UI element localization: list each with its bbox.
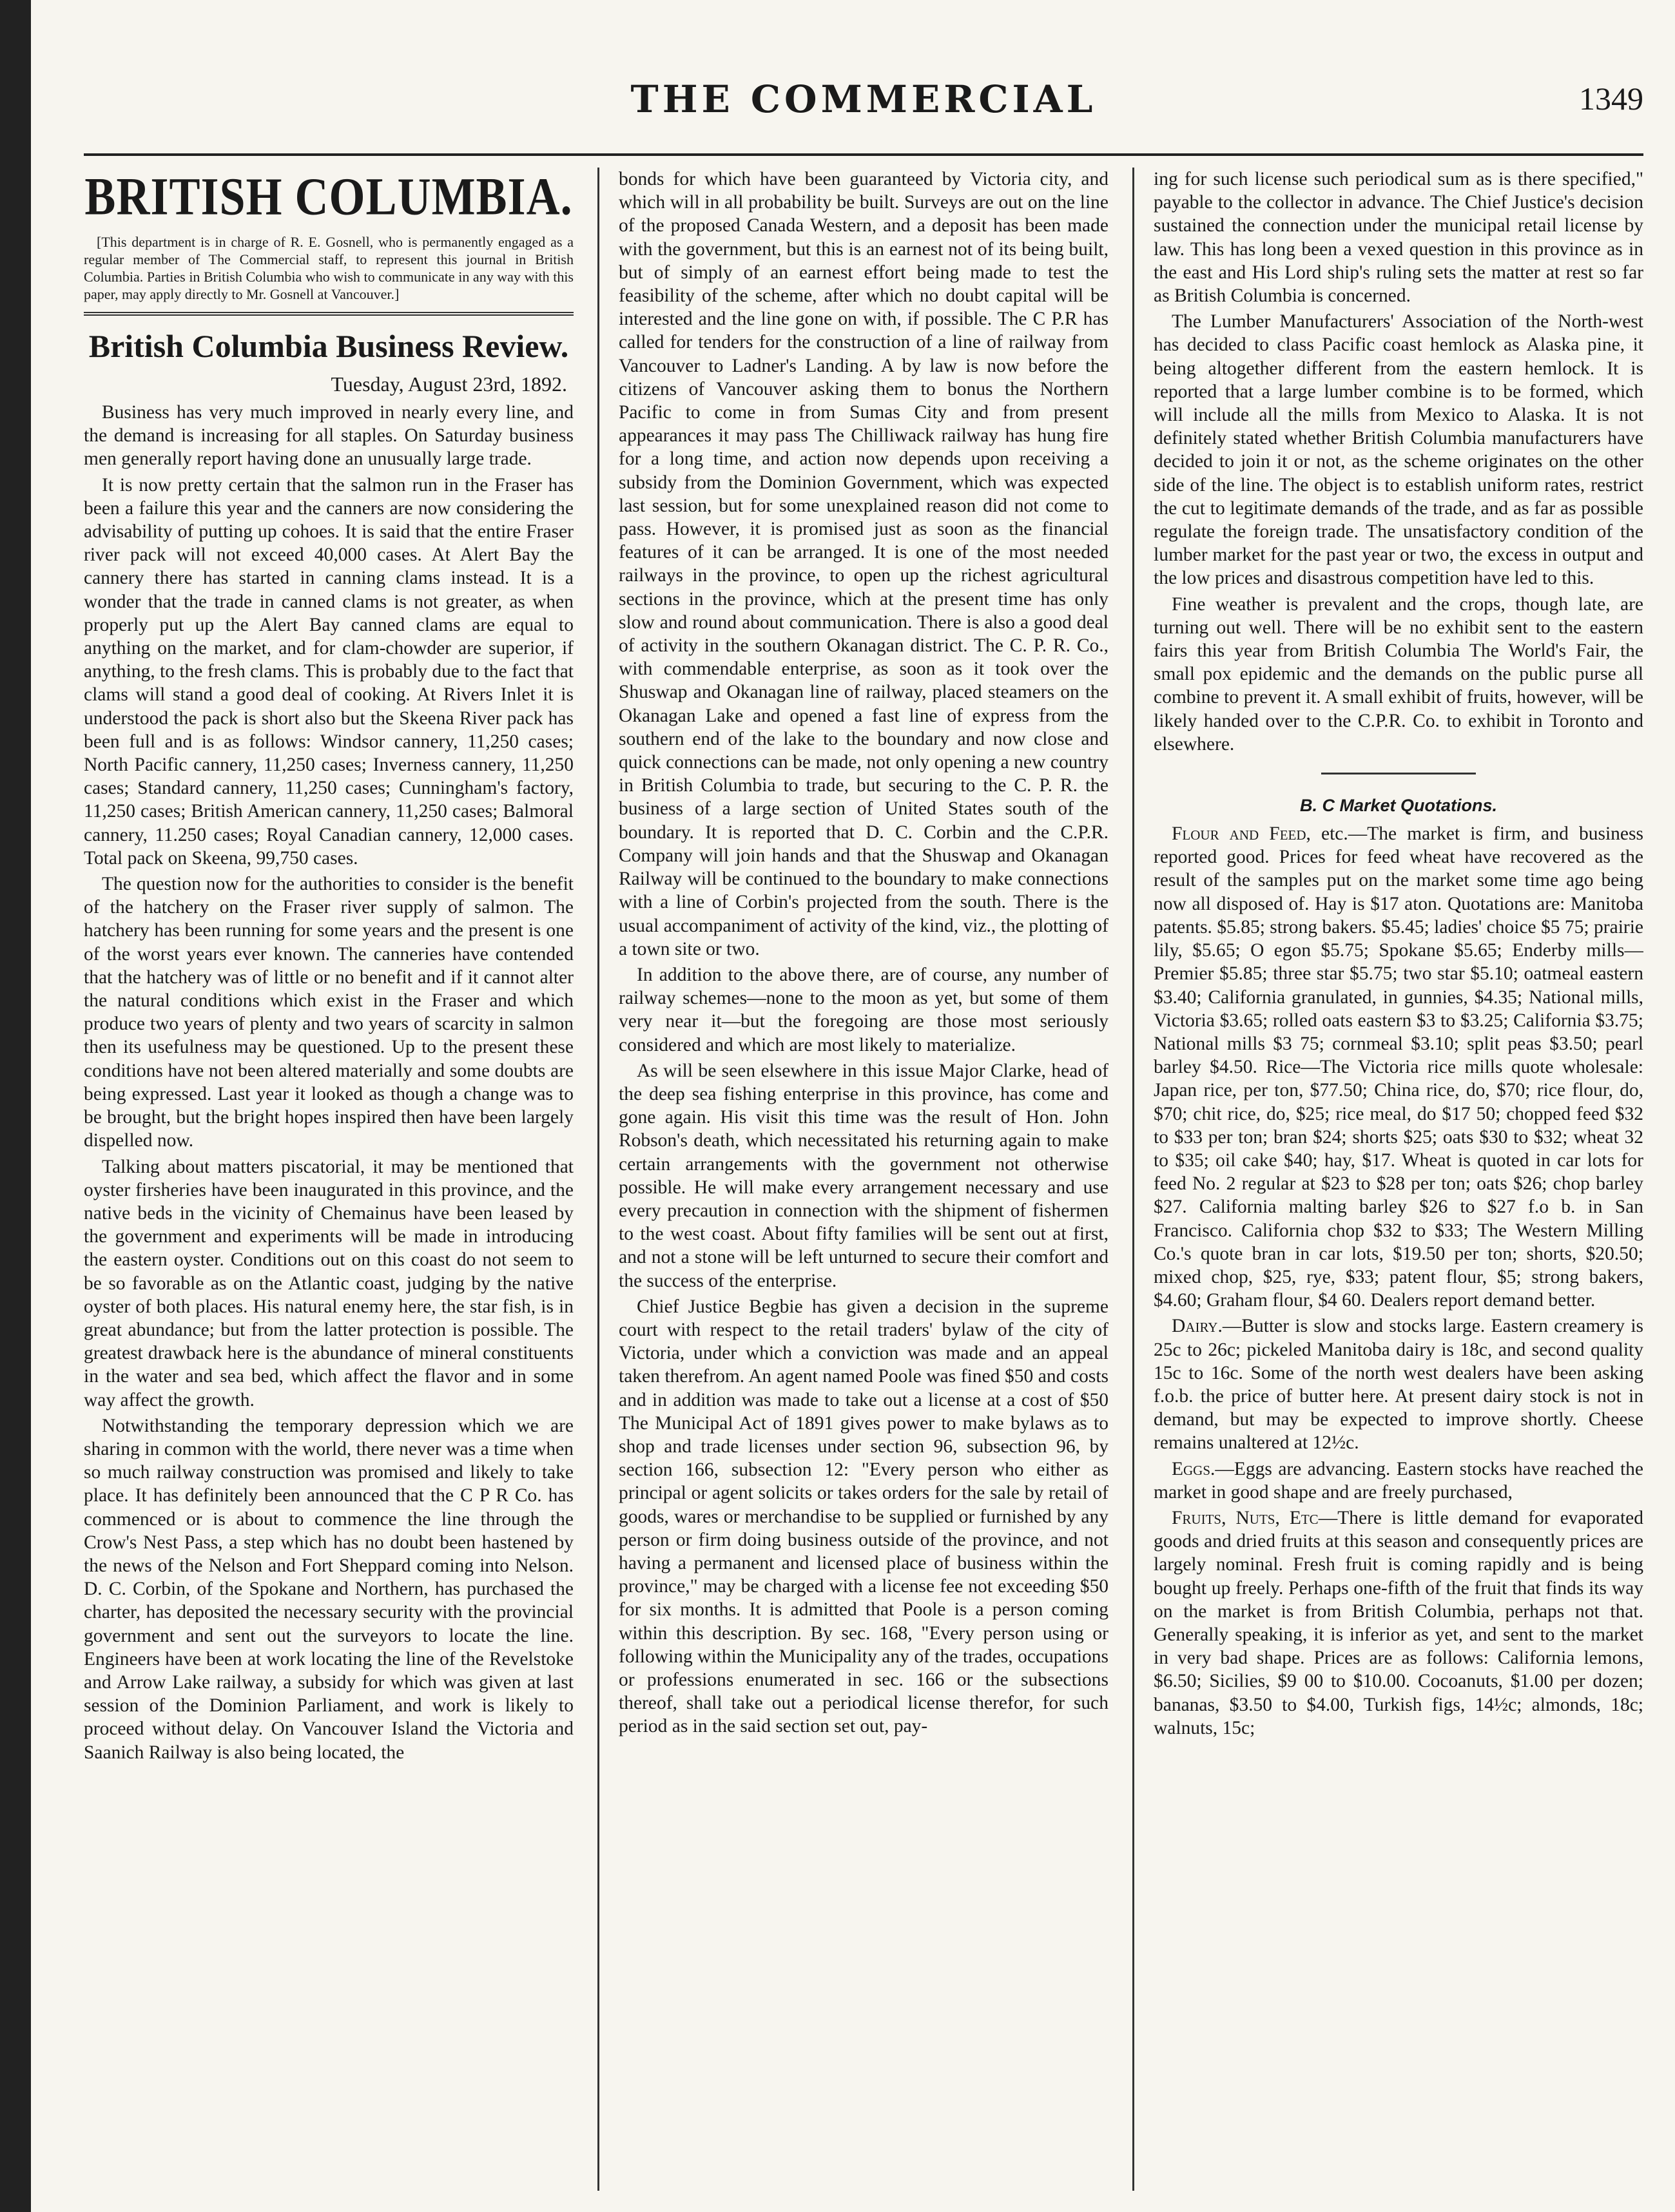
market-text: —There is little demand for evaporated goods and dried fruits at this season and consequently prices are largely nominal. Fresh fruit is coming rapidly and is being bought up freely. Perhaps one-fifth of the fruit that finds its way on the market is from British Columbia, perhaps not that. Generally speaking, it is inferior as yet, and sent to the market in very bad shape. Prices are as follows: California lemons, $6.50; Sicilies, $9 00 to $10.00. Cocoanuts, $1.00 per dozen; bananas, $3.50 to $4.00, Turkish figs, 14½c; almonds, 18c; walnuts, 15c; [1154, 1507, 1643, 1738]
paragraph: Notwithstanding the temporary depression which we are sharing in common with the world, there never was a time when so much railway construction was promised and likely to take place. It has definitely been announced that the C P R Co. has commenced or is about to commence the line through the Crow's Nest Pass, a step which has no doubt been hastened by the news of the Nelson and Fort Sheppard coming into Nelson. D. C. Corbin, of the Spokane and Northern, has purchased the charter, has deposited the necessary security with the provincial government and sent out the surveyors to locate the line. Engineers have been at work locating the line of the Revelstoke and Arrow Lake railway, a subsidy for which was given at last session of the Dominion Parliament, and work is likely to proceed without delay. On Vancouver Island the Victoria and Saanich Railway is also being located, the [84, 1415, 574, 1763]
paragraph: Talking about matters piscatorial, it may be mentioned that oyster firsheries have been inaugurated in this province, and the native beds in the vicinity of Chemainus have been leased by the government and experiments will be made in introducing the eastern oyster. Conditions out on this coast do not seem to be so favorable as on the Atlantic coast, judging by the native oyster of both places. His natural enemy here, the star fish, is in great abundance; but from the latter protection is possible. The greatest drawback here is the abundance of mineral constituents in the water and sea bed, which affect the flavor and in some way affect the growth. [84, 1156, 574, 1410]
section-title: BRITISH COLUMBIA. [84, 168, 573, 226]
section-rule [84, 312, 574, 316]
column-3 [1154, 168, 1643, 2191]
newspaper-page [84, 64, 1643, 2191]
market-category: Fruits, Nuts, Etc [1172, 1507, 1319, 1528]
masthead-rule [84, 153, 1643, 156]
page-edge-shadow [0, 0, 31, 2212]
market-text: etc.—The market is firm, and business reported good. Prices for feed wheat have recovered as the result of the samples put on the market some time ago being now all disposed of. Hay is $17 aton. Quotations are: Manitoba patents. $5.85; strong bakers. $5.45; ladies' choice $5 75; prairie lily, $5.65; O egon $5.75; Spokane $5.65; Enderby mills—Premier $5.85; three star $5.75; two star $5.10; oatmeal eastern $3.40; California granulated, in gunnies, $4.35; National mills, Victoria $3.65; rolled oats eastern $3 to $3.25; California $3.75; National mills $3 75; cornmeal $3.10; split peas $3.50; pearl barley $4.50. Rice—The Victoria rice mills quote wholesale: Japan rice, per ton, $77.50; China rice, do, $70; rice flour, do, $70; chit rice, do, $25; rice meal, do $17 50; chopped feed $32 to $33 per ton; bran $24; shorts $25; oats $30 to $32; wheat 32 to $35; oil cake $40; hay, $17. Wheat is quoted in car lots for feed No. 2 regular at $23 to $28 per ton; oats $26; chop barley $27. California malting barley $26 to $27 f.o b. in San Francisco. California chop $32 to $33; The Western Milling Co.'s quote bran in car lots, $19.50 per ton; shorts, $20.50; mixed chop, $25, rye, $33; patent flour, $5; strong bakers, $4.60; Graham flour, $4 60. Dealers report demand better. [1154, 823, 1643, 1311]
market-paragraph [1154, 1457, 1643, 1504]
market-category: Flour and Feed, [1172, 823, 1311, 845]
article-date: Tuesday, August 23rd, 1892. [331, 372, 567, 396]
paragraph: Chief Justice Begbie has given a decision in the supreme court with respect to the retail traders' bylaw of the city of Victoria, under which a conviction was made and an appeal taken therefrom. An agent named Poole was fined $50 and costs and in addition was made to take out a license at a cost of $50 The Municipal Act of 1891 gives power to make bylaws as to shop and trade licenses under section 96, subsection 96, by section 166, subsection 12: "Every person who either as principal or agent solicits or takes orders for the sale by retail of goods, wares or merchandise to be supplied or furnished by any person or firm doing business outside of the province, and not having a permanent and licensed place of business within the province," may be charged with a license fee not exceeding $50 for six months. It is admitted that Poole is a person coming within this description. By sec. 168, "Every person using or following within the Municipality any of the trades, occupations or professions enumerated in sec. 166 or the subsections thereof, shall take out a periodical license therefor, for such period as in the said section set out, pay- [619, 1296, 1109, 1737]
column-2 [619, 168, 1109, 2191]
column-1 [84, 168, 574, 2191]
masthead [84, 64, 1643, 135]
paragraph: Fine weather is prevalent and the crops, though late, are turning out well. There will be no exhibit sent to the eastern fairs this year from British Columbia The World's Fair, the small pox epidemic and the demands on the public purse all combine to prevent it. A small exhibit of fruits, however, will be likely handed over to the C.P.R. Co. to exhibit in Toronto and elsewhere. [1154, 593, 1643, 755]
market-text: —Eggs are advancing. Eastern stocks have reached the market in good shape and are freely purchased, [1154, 1458, 1643, 1503]
masthead-title: THE COMMERCIAL [630, 77, 1097, 121]
page-number: 1349 [1579, 81, 1643, 117]
market-paragraph [1154, 822, 1643, 1312]
market-rule [1321, 773, 1476, 774]
market-category: Eggs. [1172, 1458, 1215, 1479]
columns [84, 168, 1643, 2191]
paragraph: It is now pretty certain that the salmon run in the Fraser has been a failure this year and the canners are now considering the advisability of putting up cohoes. It is said that the entire Fraser river pack will not exceed 40,000 cases. At Alert Bay the cannery there has started in canning clams instead. It is a wonder that the trade in canned clams is not greater, as when properly put up the Alert Bay canned clams are equal to anything on the market, and for clam-chowder are superior, if anything, to the fresh clams. This is probably due to the fact that clams will stand a good deal of cooking. At Rivers Inlet it is understood the pack is short also but the Skeena River pack has been full and is as follows: Windsor cannery, 11,250 cases; North Pacific cannery, 11,250 cases; Inverness cannery, 11,250 cases; Standard cannery, 11,250 cases; Cunningham's factory, 11,250 cases; British American cannery, 11,250 cases; Balmoral cannery, 11.250 cases; Royal Canadian cannery, 12,000 cases. Total pack on Skeena, 99,750 cases. [84, 474, 574, 869]
paragraph: bonds for which have been guaranteed by Victoria city, and which will in all probability be built. Surveys are out on the line of the proposed Canada Western, and a deposit has been made with the government, but this is an earnest not of its being built, but of simply of an earnest effort being made to test the feasibility of the scheme, after which no doubt capital will be interested and the line gone on with, if possible. The C P.R has called for tenders for the construction of a line of railway from Vancouver to Ladner's Landing. A by law is now before the citizens of Vancouver asking them to bonus the Northern Pacific to come in from Sumas City and from present appearances it may pass The Chilliwack railway has hung fire for a long time, and action now depends upon receiving a subsidy from the Dominion Government, which was expected last session, but for some unexplained reason did not come to pass. However, it is promised just as soon as the financial features of it can be arranged. It is one of the most needed railways in the province, to open up the richest agricultural sections in the province, which at the present time has only slow and round about communication. There is also a good deal of activity in the southern Okanagan district. The C. P. R. Co., with commendable enterprise, as soon as it took over the Shuswap and Okanagan line of railway, placed steamers on the Okanagan Lake and opened a fast line of express from the southern end of the lake to the boundary and now close and quick connections can be made, not only opening a new country in British Columbia to trade, but securing to the C. P. R. the business of a large section of United States south of the boundary. It is reported that D. C. Corbin and the C.P.R. Company will join hands and that the Shuswap and Okanagan Railway will be continued to the boundary to make connections with a line of Corbin's projected from the south. There is the usual accompaniment of activity of the kind, viz., the plotting of a town site or two. [619, 169, 1109, 959]
market-category: Dairy. [1172, 1316, 1223, 1337]
market-paragraph [1154, 1506, 1643, 1740]
column-divider [597, 168, 599, 2191]
paragraph: Business has very much improved in nearly every line, and the demand is increasing for all staples. On Saturday business men generally report having done an unusually large trade. [84, 402, 574, 470]
paragraph: ing for such license such periodical sum as is there specified," payable to the collector in advance. The Chief Justice's decision sustained the connection under the municipal retail license by law. This has long been a vexed question in this province as in the east and His Lord ship's ruling sets the matter at rest so far as British Columbia is concerned. [1154, 169, 1643, 307]
article-title: British Columbia Business Review. [88, 328, 569, 364]
market-heading: B. C Market Quotations. [1299, 796, 1498, 816]
market-text: —Butter is slow and stocks large. Eastern creamery is 25c to 26c; pickeled Manitoba dairy is 18c, and second quality 15c to 16c. Some of the north west dealers have been asking f.o.b. the price of butter here. At present dairy stock is not in demand, but may be expected to improve shortly. Cheese remains unaltered at 12½c. [1154, 1316, 1643, 1454]
paragraph: The question now for the authorities to consider is the benefit of the hatchery on the Fraser river supply of salmon. The hatchery has been running for some years and the present is one of the worst years ever known. The canneries have contended that the hatchery was of little or no benefit and if it cannot alter the natural conditions which exist in the Fraser and which produce two years of plenty and two years of scarcity in salmon then its usefulness may be questioned. Up to the present these conditions have not been altered materially and some doubts are being expressed. Last year it looked as though a change was to be brought, but the bright hopes inspired then have been largely dispelled now. [84, 874, 574, 1151]
section-note: [This department is in charge of R. E. Gosnell, who is permanently engaged as a regular member of The Commercial staff, to represent this journal in British Columbia. Parties in British Columbia who wish to communicate in any way with this paper, may apply directly to Mr. Gosnell at Vancouver.] [84, 234, 574, 302]
column-divider [1132, 168, 1134, 2191]
paragraph: In addition to the above there, are of course, any number of railway schemes—none to the moon as yet, but some of them very near it—but the foregoing are those most seriously considered and which are most likely to materialize. [619, 964, 1109, 1055]
paragraph: As will be seen elsewhere in this issue Major Clarke, head of the deep sea fishing enterprise in this province, has come and gone again. His visit this time was the result of Hon. John Robson's death, which necessitated his returning again to make certain arrangements with the government not otherwise possible. He will make every arrangement necessary and use every precaution in connection with the shipment of fishermen to the west coast. About fifty families will be sent out at first, and not a stone will be left unturned to secure their comfort and the success of the enterprise. [619, 1060, 1109, 1291]
paragraph: The Lumber Manufacturers' Association of the North-west has decided to class Pacific coast hemlock as Alaska pine, it being altogether different from the eastern hemlock. It is reported that a large lumber combine is to be formed, which will include all the mills from Mexico to Alaska. It is not definitely stated whether British Columbia manufacturers have decided to join it or not, as the scheme originates on the other side of the line. The object is to establish uniform rates, restrict the cut to legitimate demands of the trade, and as far as possible regulate the foreign trade. The unsatisfactory condition of the lumber market for the past year or two, the excess in output and the low prices and disastrous competition have led to this. [1154, 311, 1643, 589]
market-paragraph [1154, 1314, 1643, 1454]
